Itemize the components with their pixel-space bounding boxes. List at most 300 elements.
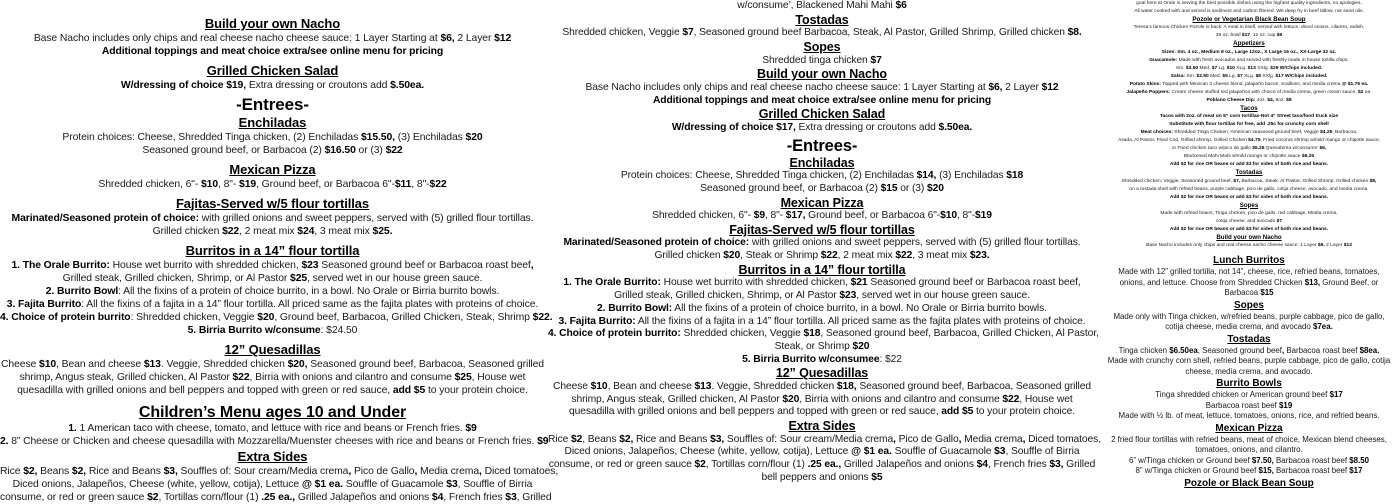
menu-line-bold-text: $19: [1279, 400, 1293, 410]
menu-line-bold-text: @ $1 ea.: [301, 479, 343, 490]
menu-line-bold-text: 4. Choice of protein burrito:: [548, 328, 681, 340]
menu-line-bold-text: $22: [429, 179, 447, 190]
section-heading: Fajitas-Served w/5 flour tortillas: [729, 222, 915, 237]
menu-line-text: : $22: [879, 353, 902, 365]
menu-line-text: Shredded chicken, Veggie: [680, 328, 804, 340]
menu-line-bold-text: $22: [895, 250, 913, 262]
menu-line: [1098, 401, 1400, 412]
menu-column-left: [0, 0, 559, 504]
menu-line: [1098, 312, 1400, 323]
menu-line-bold-text: $4.75: [1248, 138, 1261, 144]
menu-line-bold-text: .25 ea.,: [261, 492, 296, 503]
menu-line-text: bell peppers and onions: [761, 471, 872, 483]
menu-line-bold-text: $6,: [1319, 146, 1327, 152]
menu-line-bold-text: Potato Skins:: [1129, 81, 1161, 87]
menu-line: [0, 285, 545, 298]
menu-line-text: , French fries: [443, 492, 506, 503]
menu-line-text: shrimp, Angus steak, Grilled chicken, Al Pastor: [19, 372, 233, 383]
menu-line-text: , House wet: [471, 372, 526, 383]
menu-line: [1098, 89, 1400, 97]
menu-line-bold-text: Meat choices:: [1140, 130, 1173, 136]
menu-line-bold-text: Add $2 for rice OR beans or add $3 for sides of both rice and beans.: [1169, 162, 1329, 168]
menu-line-bold-text: 1.: [68, 423, 77, 434]
menu-line-text: ea.: [1363, 89, 1372, 95]
menu-line-bold-text: ,: [530, 260, 534, 271]
menu-line: [548, 290, 1096, 303]
menu-line-bold-text: Tacos with 2oz. of meat on 5” corn tortillas-Not 4” Street taco/food truck size: [1159, 114, 1339, 120]
section-title: -Entrees-: [236, 95, 309, 114]
menu-line-text: Rice and Beans: [633, 433, 711, 445]
menu-line: [0, 384, 545, 397]
menu-line-text: Shredded tinga chicken: [762, 54, 871, 66]
menu-line-text: 8” w/Tinga chicken or Ground beef: [1135, 466, 1259, 476]
section-heading: Fajitas-Served w/5 flour tortillas: [175, 196, 370, 211]
menu-line-text: Media crema: [961, 433, 1023, 445]
menu-line-text: or Fried chicken taco w/pico de gallo: [1171, 146, 1253, 152]
menu-line-text: Base Nacho includes only chips and real cheese nacho cheese sauce: 1 Layer Starting at: [33, 33, 441, 44]
menu-line-bold-text: $15.50,: [360, 132, 395, 143]
menu-line-bold-text: Salsa:: [1170, 73, 1186, 79]
menu-line-bold-text: $12: [494, 33, 512, 44]
menu-line: [1098, 24, 1400, 32]
menu-line-text: Steak, or Shrimp: [774, 341, 853, 352]
menu-line-text: , 8"-: [957, 210, 976, 222]
menu-line-text: Barbacoa: [1224, 288, 1261, 298]
menu-line-bold-text: $6,: [440, 33, 455, 44]
menu-line-text: Tinga chicken: [1118, 345, 1170, 355]
menu-line: [1098, 73, 1400, 81]
menu-line-text: : All the fixins of a protein of choice burrito, in a bowl. No Orale or Birria burrito bowls.: [118, 286, 500, 297]
menu-line-bold-text: Marinated/Seasoned protein of choice:: [11, 213, 199, 224]
menu-line: [0, 212, 545, 225]
menu-line-text: , 8"-: [764, 210, 786, 222]
menu-line-text: Souffles of: Sour cream/Media crema: [177, 466, 349, 477]
menu-line-text: , Steak or Shrimp: [740, 250, 821, 262]
menu-line-text: Made with ½ lb. of meat, lettuce, tomatoes, onions, rice, and refried beans.: [1118, 411, 1380, 421]
menu-line-text: Seasoned ground beef, Barbacoa, Seasoned grilled: [856, 381, 1091, 392]
menu-line-text: , 8"-: [218, 179, 240, 190]
menu-line-bold-text: $23: [839, 290, 857, 302]
menu-line-bold-text: $3,: [710, 433, 725, 445]
menu-line: [1098, 153, 1400, 161]
menu-line: [548, 381, 1096, 394]
section-heading: Build your own Nacho: [204, 16, 341, 31]
menu-line: [0, 324, 545, 337]
menu-line-text: or (3): [355, 145, 386, 156]
menu-line-text: , Ground beef, Barbacoa, Grilled Chicken, Steak, Shrimp: [274, 312, 533, 323]
menu-line-bold-text: $4.25: [1320, 130, 1333, 136]
menu-line: [1098, 367, 1400, 378]
menu-line: [1098, 194, 1400, 202]
menu-line-text: shrimp, Angus steak, Grilled chicken, Al Pastor: [571, 393, 783, 405]
section-heading: Grilled Chicken Salad: [758, 107, 886, 122]
menu-line-bold-text: $20: [782, 393, 800, 405]
menu-line-bold-text: $2,: [23, 466, 38, 477]
menu-line: [0, 144, 545, 157]
menu-line-bold-text: $9: [753, 210, 765, 222]
menu-line-bold-text: ,: [1281, 345, 1285, 355]
menu-line-text: Pico de Gallo: [895, 433, 959, 445]
menu-line-text: Tinga shredded chicken or American ground beef: [1155, 390, 1330, 400]
menu-line-text: Base Nacho includes only chips and real cheese nacho cheese sauce: 1 Layer: [1146, 243, 1318, 249]
menu-line-text: Med.: [1208, 73, 1223, 79]
menu-line-text: 4oz.: [1255, 97, 1268, 103]
menu-line-text: Diced tomatoes,: [481, 466, 559, 477]
menu-line: [1098, 390, 1400, 401]
menu-line-bold-text: 1. The Orale Burrito:: [563, 277, 661, 289]
menu-line-text: , served wet in our house green sauce.: [856, 290, 1030, 302]
menu-line: [0, 311, 553, 324]
menu-line: [548, 433, 1101, 447]
menu-line: [1098, 113, 1400, 121]
menu-line-bold-text: 1. The Orale Burrito:: [11, 260, 110, 271]
menu-line-bold-text: $6: [895, 0, 907, 11]
menu-line: [548, 472, 1096, 485]
menu-line: [1098, 242, 1400, 250]
menu-line-text: Ground Beef, or: [1320, 277, 1379, 287]
menu-line-text: XLg.: [1234, 65, 1248, 71]
menu-line-bold-text: $9: [465, 423, 477, 434]
menu-line-text: Shredded chicken, Veggie: [562, 27, 683, 39]
menu-line-bold-text: $17,: [785, 210, 806, 222]
menu-line-bold-text: $16.50: [324, 145, 356, 156]
menu-line-bold-text: $19: [975, 210, 992, 222]
menu-line-text: (3) Enchiladas: [936, 170, 1007, 182]
menu-line-bold-text: Sizes: Sm. 4 oz., Medium 8 oz., Large 12oz., X Large 16 oz., XX-Large 32 oz.: [1161, 49, 1337, 55]
menu-line-text: Lg.: [1217, 65, 1227, 71]
menu-line: [0, 491, 552, 504]
menu-line-bold-text: Marinated/Seasoned protein of choice:: [563, 237, 750, 249]
menu-line-bold-text: $23: [301, 260, 319, 271]
menu-line-bold-text: 3. Fajita Burrito: [6, 299, 82, 310]
menu-line: [548, 459, 1096, 472]
menu-line-text: Cheese: [553, 381, 591, 392]
menu-line: [0, 79, 545, 92]
menu-line-text: , French fries: [987, 459, 1050, 471]
menu-line-bold-text: $10: [201, 179, 219, 190]
menu-line-text: Extra dressing or croutons add: [795, 121, 939, 133]
menu-line-text: , Souffle of Birria: [1005, 446, 1080, 458]
menu-line: [1098, 186, 1400, 194]
menu-line: [1098, 129, 1400, 137]
menu-line-text: Ground beef, or Barbacoa 6"-: [805, 210, 941, 222]
menu-line-bold-text: W/dressing of choice $17,: [671, 121, 796, 133]
section-heading: Tostadas: [795, 12, 849, 27]
menu-line-text: 2 Layer: [454, 33, 495, 44]
menu-line-text: cotija cheese, media crema, and avocado: [1165, 322, 1314, 332]
menu-line-bold-text: $2,: [71, 466, 87, 477]
menu-line-bold-text: $3,: [163, 466, 178, 477]
menu-line-text: Souffle of Guacamole: [891, 446, 995, 458]
menu-line: [1098, 161, 1400, 169]
menu-line-bold-text: $13: [694, 381, 712, 392]
menu-line-text: Blackened Mahi Mahi w/mild mango or chipotle sauce: [1183, 154, 1302, 160]
menu-line: [1098, 466, 1400, 477]
section-heading: 12” Quesadillas: [775, 366, 869, 381]
menu-line-bold-text: $22: [385, 145, 403, 156]
section-heading: Burritos in a 14” flour tortilla: [738, 262, 906, 277]
menu-line-bold-text: $17: [1241, 33, 1251, 39]
menu-line-bold-text: $18,: [836, 381, 857, 392]
section-heading: Tostadas: [1227, 333, 1271, 345]
menu-line-bold-text: $6: [1276, 33, 1283, 39]
menu-line-text: consume, or red or green sauce: [548, 459, 695, 471]
menu-line-text: Seasoned ground beef, or Barbacoa (2): [700, 182, 881, 194]
menu-line: [1098, 97, 1400, 105]
menu-line-bold-text: $25.: [372, 226, 393, 237]
menu-line: [548, 446, 1096, 459]
menu-line: [548, 394, 1096, 407]
menu-line-text: on a tostada shell with refried beans, purple cabbage, pico de gallo, cotija cheese, avocado, and media crema.: [1129, 186, 1369, 192]
section-heading: Burrito Bowls: [1216, 378, 1282, 390]
menu-line-bold-text: $3,: [1049, 459, 1064, 471]
menu-line: [548, 55, 1096, 68]
menu-line-bold-text: $5: [1222, 73, 1228, 79]
menu-line-bold-text: $23.: [969, 250, 990, 262]
menu-line-bold-text: $7: [682, 27, 694, 39]
menu-line: [1098, 57, 1400, 65]
menu-line-text: Grilled Jalapeños and onions: [295, 492, 432, 503]
menu-line: [548, 303, 1096, 316]
menu-line: [1098, 32, 1400, 40]
menu-line-text: Grilled: [1063, 459, 1096, 471]
menu-line: [548, 82, 1096, 95]
menu-line: [1098, 0, 1400, 8]
menu-line-text: Media crema: [417, 466, 480, 477]
menu-line-text: XXlg.: [1255, 65, 1271, 71]
menu-line-text: Barbacoa roast beef: [1284, 345, 1360, 355]
menu-line-bold-text: $7: [1211, 65, 1218, 71]
menu-line-bold-text: $18: [803, 328, 821, 340]
menu-line-bold-text: Guacamole:: [1149, 57, 1178, 63]
menu-line: [0, 465, 559, 478]
menu-line: [1098, 346, 1400, 357]
menu-line-bold-text: $2: [570, 433, 583, 445]
menu-line: [1098, 445, 1400, 456]
section-heading: Sopes: [1239, 201, 1259, 209]
menu-line: [548, 237, 1096, 250]
menu-line-text: All the fixins of a protein of choice burrito, in a bowl. No Orale or Birria burrito bowls.: [672, 302, 1047, 314]
menu-line-bold-text: $21: [850, 277, 868, 289]
menu-line: [1098, 322, 1400, 333]
menu-line-text: Cheese: [1, 359, 40, 370]
menu-line-bold-text: $4: [431, 492, 444, 503]
menu-line: [548, 277, 1096, 290]
menu-line: [1098, 121, 1400, 129]
menu-line-bold-text: $3.50: [1185, 65, 1199, 71]
menu-line-bold-text: 5. Birria Burrito w/consumee: [742, 353, 880, 365]
section-heading: Pozole or Black Bean Soup: [1184, 477, 1314, 489]
section-heading: Extra Sides: [237, 449, 308, 464]
menu-line-bold-text: $7,: [1233, 178, 1241, 184]
menu-line-text: goal here at Orale is serving the best possible dishes using the highest quality ingredients, no apologies.: [1136, 1, 1362, 6]
menu-line-bold-text: $7: [1276, 219, 1283, 225]
menu-line-bold-text: $8: [1286, 97, 1292, 103]
menu-line-bold-text: $10: [1226, 65, 1235, 71]
menu-column-right: [1098, 0, 1400, 490]
menu-line-text: Asada, Al Pastor, Fried Cod, Grilled shrimp, Grilled Chicken: [1117, 138, 1249, 144]
menu-line-text: Shredded chicken, Veggie, Seasoned ground beef,: [1121, 178, 1234, 184]
menu-line: [1098, 411, 1400, 422]
menu-line-text: Grilled chicken: [654, 250, 724, 262]
menu-line-text: onions, and lettuce. Choose from Shredded Chicken: [1119, 277, 1305, 287]
menu-line-text: Made only with Tinga chicken, w/refried beans, purple cabbage, pico de gallo,: [1113, 311, 1385, 321]
menu-line: [0, 131, 545, 144]
menu-line-bold-text: $25: [454, 372, 472, 383]
section-heading: Tacos: [1240, 104, 1258, 112]
menu-line-text: Barbacoa roast beef: [1273, 455, 1350, 465]
menu-line-text: quesadilla with grilled onions and bell peppers and topped with green or red sauce,: [568, 406, 942, 418]
menu-line-bold-text: $7.50,: [1251, 455, 1274, 465]
menu-line-text: Seasoned ground beef, or Barbacoa (2): [142, 145, 325, 156]
menu-line-bold-text: $22: [820, 250, 838, 262]
menu-line-bold-text: $15: [1260, 288, 1274, 298]
menu-line-bold-text: $10: [39, 359, 57, 370]
menu-line-bold-text: 2.: [0, 436, 9, 447]
menu-line-bold-text: $8.50: [1349, 455, 1370, 465]
menu-line-bold-text: $9: [537, 436, 549, 447]
menu-line: [1098, 81, 1400, 89]
menu-line: [548, 406, 1096, 419]
menu-line-bold-text: $11: [394, 179, 412, 190]
menu-line-bold-text: $17: [1349, 466, 1363, 476]
section-heading: Tostadas: [1235, 169, 1263, 177]
menu-line-bold-text: 4. Choice of protein burrito: [0, 312, 131, 323]
menu-line-bold-text: @ $1 ea.: [851, 446, 892, 458]
menu-line-text: Rice: [548, 433, 571, 445]
menu-line-bold-text: $7: [1237, 73, 1243, 79]
section-heading: Build your own Nacho: [757, 67, 887, 82]
menu-line-bold-text: Substitute with flour tortillas for free, add .25c for crunchy corn shell: [1169, 122, 1329, 128]
menu-line-text: , Souffle of Birria: [457, 479, 533, 490]
menu-line: [0, 225, 545, 238]
menu-line: [548, 210, 1096, 223]
menu-line-text: , Bean and cheese: [607, 381, 695, 392]
menu-line-text: , Birria with onions and cilantro and consume: [249, 372, 455, 383]
menu-line-text: Shredded Tinga Chicken, American seasoned ground beef, Veggie: [1172, 130, 1321, 136]
menu-line-bold-text: $25 W/Chips included.: [1270, 65, 1323, 71]
menu-line-bold-text: $8,: [1369, 178, 1377, 184]
menu-line: [1098, 145, 1400, 153]
menu-line-text: , Seasoned ground beef, Barbacoa, Grilled Chicken, Al Pastor,: [820, 328, 1099, 340]
menu-line-text: cheese, media crema, and avocado.: [1185, 366, 1313, 376]
section-heading: Mexican Pizza: [1215, 422, 1283, 434]
menu-line-bold-text: $20: [852, 341, 870, 352]
menu-line-text: Diced tomatoes,: [1025, 433, 1101, 445]
menu-line-text: Grilled chicken: [152, 226, 223, 237]
menu-line: [1098, 288, 1400, 299]
menu-line-text: Grilled steak, Grilled chicken, Shrimp, or Al Pastor: [62, 273, 291, 284]
menu-line-text: , 3 meat mix: [314, 226, 373, 237]
menu-line-bold-text: 2. Burrito Bowl: [45, 286, 119, 297]
menu-line-text: Protein choices: Cheese, Shredded Tinga chicken, (2) Enchiladas: [62, 132, 361, 143]
menu-line: [0, 371, 545, 384]
menu-line-bold-text: $22: [1002, 393, 1020, 405]
menu-line-text: , Seasoned ground beef: [1197, 345, 1282, 355]
menu-line-text: , Tortillas corn/flour (1): [705, 459, 808, 471]
menu-line-bold-text: ,: [958, 433, 962, 445]
menu-line-bold-text: Poblano Cheese Dip:: [1206, 97, 1256, 103]
menu-line-bold-text: $22.: [532, 312, 553, 323]
menu-line-text: House wet burrito with shredded chicken,: [660, 277, 851, 289]
menu-line-text: , Barbacoa,: [1332, 130, 1358, 136]
menu-line-text: : $24.50: [320, 325, 358, 336]
menu-line-text: Shredded chicken, 6"-: [652, 210, 754, 222]
menu-line-bold-text: $17 W/Chips included.: [1275, 73, 1328, 79]
menu-line-text: , Tortillas corn/flour (1): [158, 492, 262, 503]
menu-line: [1098, 210, 1400, 218]
menu-line-text: , House wet: [1019, 393, 1073, 405]
menu-line: [1098, 218, 1400, 226]
menu-line-bold-text: $2: [147, 492, 159, 503]
section-title: Children’s Menu ages 10 and Under: [138, 404, 407, 421]
menu-line-bold-text: $13,: [1304, 277, 1321, 287]
menu-line-text: to your protein choice.: [425, 385, 528, 396]
menu-line-text: , Birria with onions and cilantro and consume: [799, 393, 1003, 405]
menu-line-text: 2 Layer: [1002, 81, 1042, 93]
menu-line-bold-text: 5. Birria Burrito w/consume: [187, 325, 321, 336]
section-heading: Pozole or Vegetarian Black Bean Soup: [1192, 16, 1306, 23]
menu-line-bold-text: .25 ea.,: [807, 459, 842, 471]
menu-line-bold-text: ,: [414, 466, 418, 477]
menu-line: [548, 250, 1096, 263]
menu-line-text: Quesabirria w/consume’: [1264, 146, 1320, 152]
menu-line-bold-text: Add $2 for rice OR beans or add $3 for sides of both rice and beans.: [1169, 194, 1329, 200]
menu-line: [1098, 435, 1400, 446]
menu-line-bold-text: $24: [297, 226, 315, 237]
menu-line: [1098, 137, 1400, 145]
menu-line-bold-text: $14,: [916, 170, 937, 182]
menu-line: [0, 45, 545, 58]
menu-line-bold-text: $8ea.: [1359, 345, 1380, 355]
menu-line-bold-text: $20,: [287, 359, 308, 370]
menu-line-text: . Veggie, Shredded chicken: [711, 381, 837, 392]
menu-line: [1098, 456, 1400, 467]
menu-line-bold-text: $.50ea.: [390, 80, 425, 91]
menu-line-text: Base Nacho includes only chips and real cheese nacho cheese sauce: 1 Layer Starting at: [585, 81, 989, 93]
menu-line-text: Seasoned ground beef or Barbacoa roast beef,: [867, 277, 1081, 289]
menu-line: [0, 32, 545, 45]
menu-line-text: Diced onions, Jalapeños, Cheese (white, yellow, cotija), Lettuce: [564, 446, 852, 458]
right-column-lunch-menu: [1098, 254, 1400, 490]
menu-line-text: , Seasoned ground beef Barbacoa, Steak, Al Pastor, Grilled Shrimp, Grilled chicken: [693, 27, 1068, 39]
menu-line-text: , Ground beef, or Barbacoa 6"-: [256, 179, 395, 190]
menu-line-bold-text: ,: [479, 466, 482, 477]
menu-line-text: to your protein choice.: [973, 406, 1076, 418]
menu-line: [1098, 226, 1400, 234]
menu-line-text: (3) Enchiladas: [394, 132, 466, 143]
menu-line-text: Shredded chicken, 6"-: [98, 179, 201, 190]
menu-line-text: 2 fried flour tortillas with refried beans, meat of choice, Mexican blend cheeses,: [1111, 434, 1387, 444]
menu-line-text: Grilled Jalapeños and onions: [841, 459, 977, 471]
menu-line-bold-text: $3: [994, 446, 1006, 458]
menu-line-bold-text: $5: [871, 471, 883, 483]
section-heading: Sopes: [1233, 299, 1264, 311]
menu-line-bold-text: $19: [239, 179, 257, 190]
menu-line-bold-text: ,: [1022, 433, 1026, 445]
menu-line-text: Cream cheese stuffed red jalapeños with choice of media crema, green cream sauce,: [1170, 89, 1358, 95]
menu-line-bold-text: add $5: [392, 385, 426, 396]
menu-line: [1098, 267, 1400, 278]
menu-line: [1098, 8, 1400, 16]
menu-line-text: Protein choices: Cheese, Shredded Tinga chicken, (2) Enchiladas: [620, 170, 917, 182]
menu-line-text: , 2 meat mix: [239, 226, 298, 237]
menu-line-bold-text: $10: [940, 210, 957, 222]
menu-line-text: Topped with Mexican 3 cheese blend, jalapeño bacon, scallions, and media crema: [1161, 81, 1342, 87]
menu-line-text: Sm.: [1185, 73, 1197, 79]
menu-line-bold-text: ,: [348, 466, 352, 477]
menu-line-bold-text: $18: [1006, 170, 1024, 182]
